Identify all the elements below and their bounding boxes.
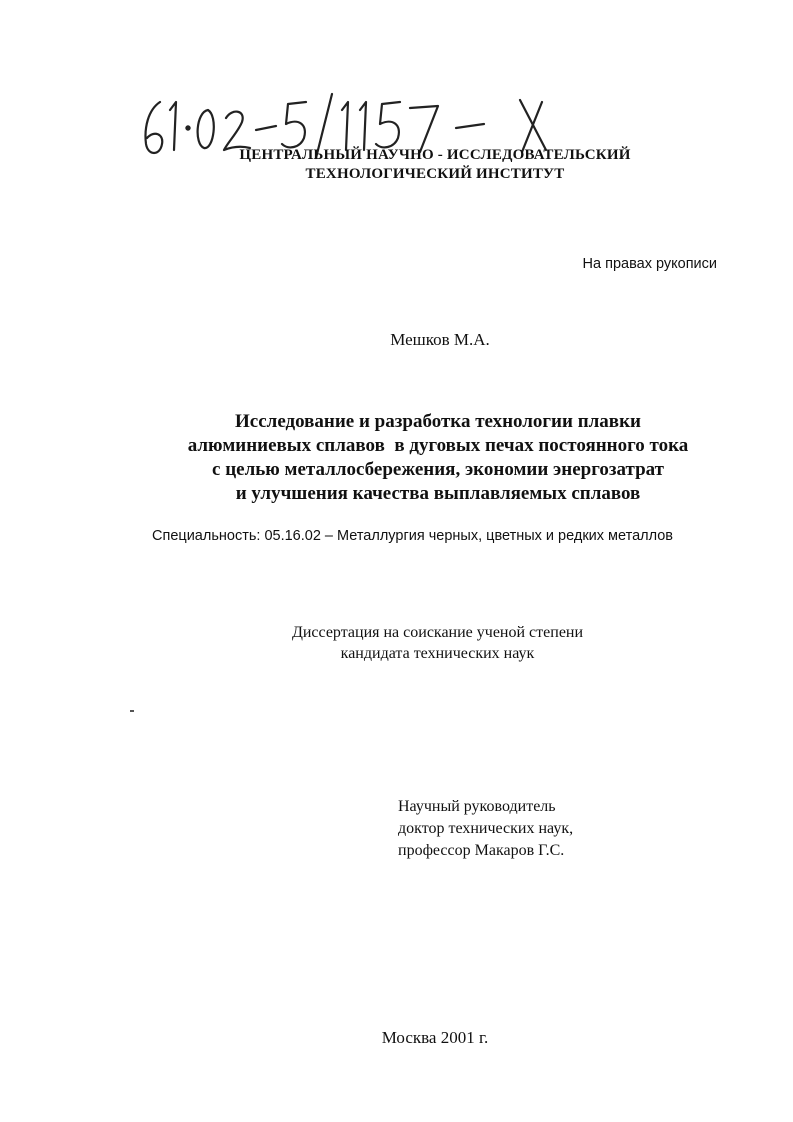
scientific-supervisor	[398, 796, 573, 862]
title-line-4: и улучшения качества выплавляемых сплавов	[235, 483, 641, 504]
title-line-3: с целью металлосбережения, экономии энергозатрат	[212, 459, 664, 480]
title-line-2: алюминиевых сплавов в дуговых печах постоянного тока	[187, 435, 689, 456]
degree-line-2: кандидата технических наук	[340, 645, 535, 662]
degree-line-1: Диссертация на соискание ученой степени	[291, 624, 584, 641]
institute-name	[180, 146, 690, 184]
author-name: Мешков М.А.	[390, 330, 490, 349]
supervisor-line-3: профессор Макаров Г.С.	[398, 842, 565, 859]
institute-line-2: ТЕХНОЛОГИЧЕСКИЙ ИНСТИТУТ	[305, 166, 565, 182]
supervisor-line-1: Научный руководитель	[398, 798, 556, 815]
dissertation-title	[100, 410, 776, 506]
degree-statement	[200, 622, 675, 664]
specialty-line: Специальность: 05.16.02 – Металлургия черных, цветных и редких металлов	[152, 528, 673, 544]
title-line-1: Исследование и разработка технологии плавки	[235, 411, 641, 432]
institute-line-1: ЦЕНТРАЛЬНЫЙ НАУЧНО - ИССЛЕДОВАТЕЛЬСКИЙ	[239, 147, 631, 163]
scan-speck	[130, 710, 134, 712]
city-year: Москва 2001 г.	[381, 1028, 489, 1047]
manuscript-note: На правах рукописи	[582, 256, 717, 272]
supervisor-line-2: доктор технических наук,	[398, 820, 574, 837]
